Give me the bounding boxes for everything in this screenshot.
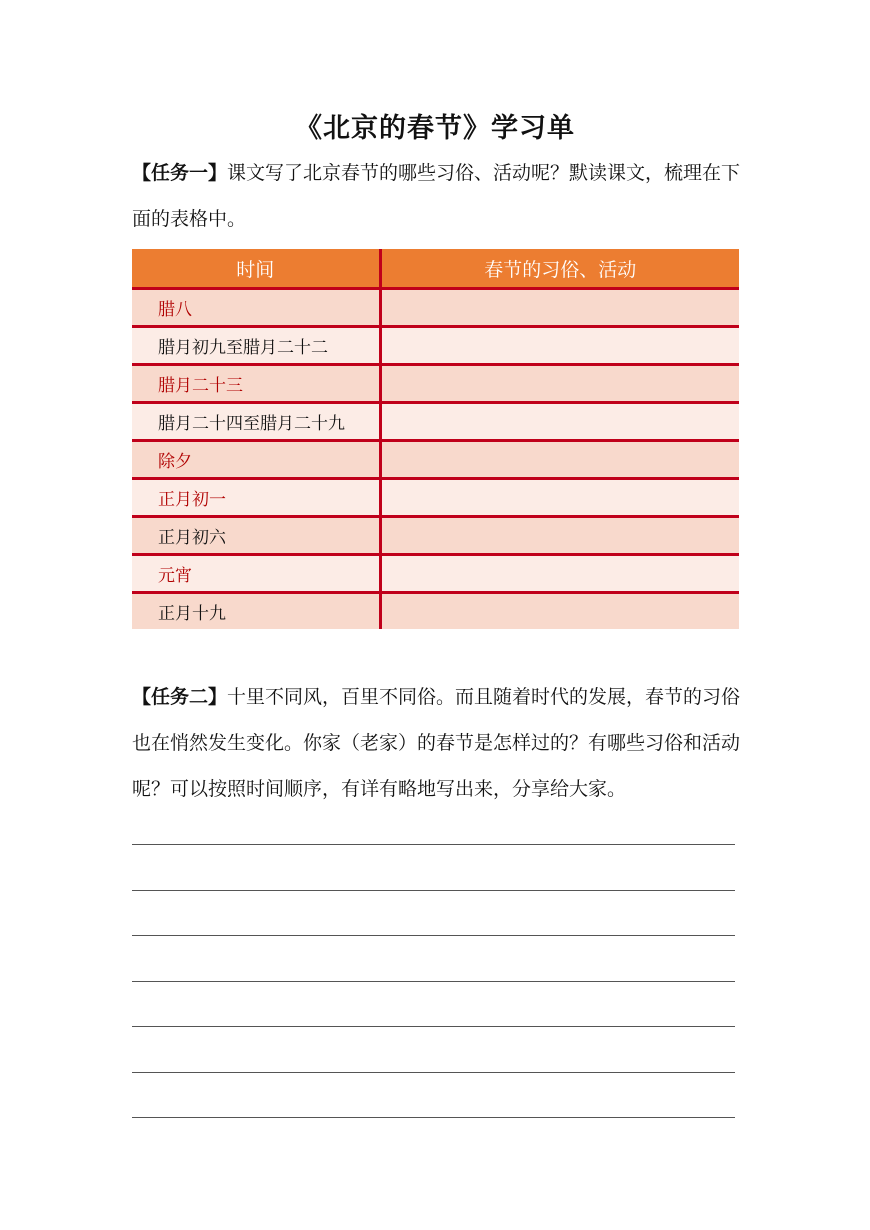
writing-line[interactable] (132, 844, 735, 890)
table-row (132, 593, 739, 630)
time-cell: 元宵 (132, 555, 380, 593)
time-cell: 正月十九 (132, 593, 380, 630)
task-one-text: 课文写了北京春节的哪些习俗、活动呢？默读课文，梳理在下面的表格中。 (132, 162, 741, 230)
task-two-tag: 【任务二】 (132, 686, 228, 708)
task-one-tag: 【任务一】 (132, 162, 228, 184)
time-cell: 除夕 (132, 441, 380, 479)
table-row (132, 365, 739, 403)
time-cell: 正月初六 (132, 517, 380, 555)
table-row (132, 555, 739, 593)
writing-line[interactable] (132, 1026, 735, 1072)
activity-cell[interactable] (380, 365, 739, 403)
customs-table (132, 249, 739, 629)
task-two-text: 十里不同风，百里不同俗。而且随着时代的发展，春节的习俗也在悄然发生变化。你家（老家）的春节是怎样过的？有哪些习俗和活动呢？可以按照时间顺序，有详有略地写出来，分享给大家。 (132, 686, 741, 800)
writing-area[interactable] (132, 844, 735, 1163)
activity-cell[interactable] (380, 327, 739, 365)
writing-line[interactable] (132, 890, 735, 936)
writing-line[interactable] (132, 935, 735, 981)
table-row (132, 289, 739, 327)
activity-cell[interactable] (380, 593, 739, 630)
activity-cell[interactable] (380, 517, 739, 555)
header-time: 时间 (132, 249, 380, 289)
header-customs: 春节的习俗、活动 (380, 249, 739, 289)
table-row (132, 327, 739, 365)
activity-cell[interactable] (380, 289, 739, 327)
time-cell: 腊月二十三 (132, 365, 380, 403)
table-header-row (132, 249, 739, 289)
table-row (132, 479, 739, 517)
time-cell: 腊月初九至腊月二十二 (132, 327, 380, 365)
time-cell: 腊八 (132, 289, 380, 327)
activity-cell[interactable] (380, 479, 739, 517)
table-row (132, 403, 739, 441)
writing-line[interactable] (132, 1117, 735, 1163)
task-two-instruction (132, 674, 742, 812)
writing-line[interactable] (132, 1072, 735, 1118)
activity-cell[interactable] (380, 555, 739, 593)
activity-cell[interactable] (380, 441, 739, 479)
table-row (132, 441, 739, 479)
task-one-instruction (132, 150, 742, 242)
page-title: 《北京的春节》学习单 (295, 113, 575, 144)
time-cell: 正月初一 (132, 479, 380, 517)
writing-line[interactable] (132, 981, 735, 1027)
time-cell: 腊月二十四至腊月二十九 (132, 403, 380, 441)
activity-cell[interactable] (380, 403, 739, 441)
table-row (132, 517, 739, 555)
